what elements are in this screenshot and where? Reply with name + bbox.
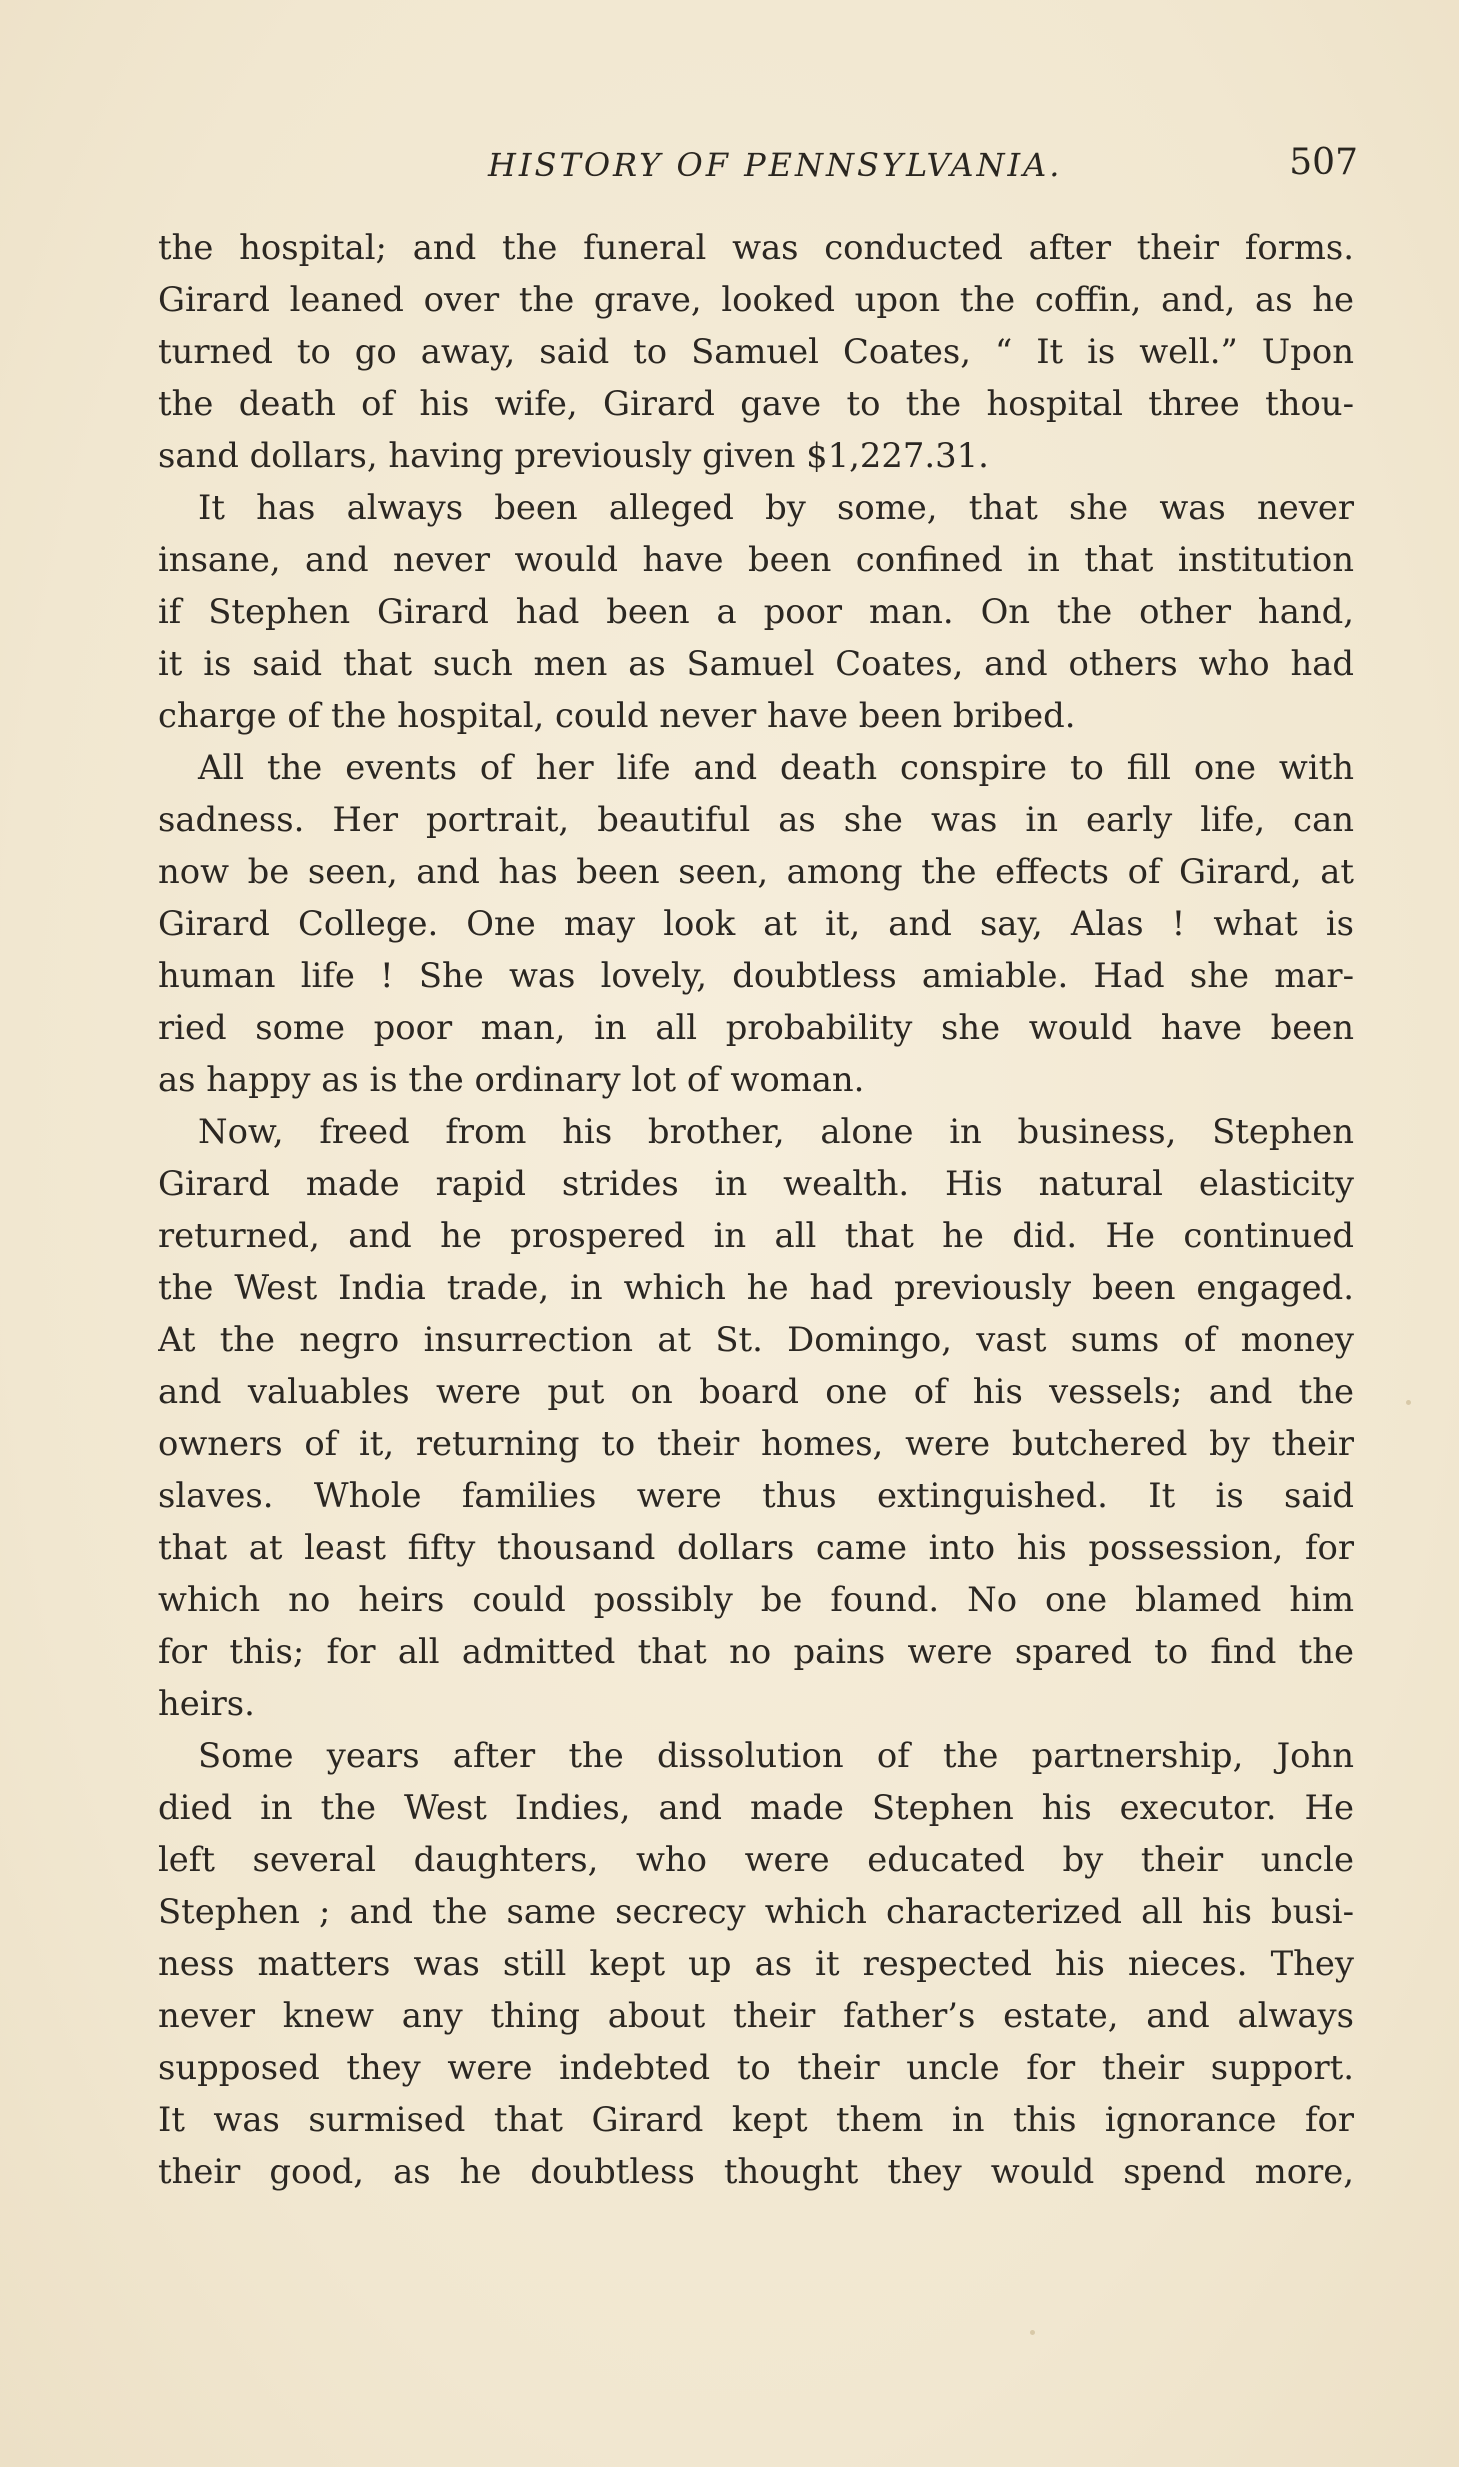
text-line: slaves. Whole families were thus extinguished. It is said [158, 1476, 1354, 1515]
text-line: It has always been alleged by some, that she was never [198, 488, 1354, 527]
text-line: All the events of her life and death conspire to fill one with [198, 748, 1354, 787]
paragraph-4 [158, 1106, 1354, 1730]
text-line: Stephen ; and the same secrecy which characterized all his busi- [158, 1892, 1354, 1931]
text-line: never knew any thing about their father’s estate, and always [158, 1996, 1354, 2035]
body-text [158, 222, 1354, 2198]
text-line: returned, and he prospered in all that he did. He continued [158, 1216, 1354, 1255]
text-line: At the negro insurrection at St. Domingo, vast sums of money [158, 1320, 1354, 1359]
text-line: that at least fifty thousand dollars came into his possession, for [158, 1528, 1354, 1567]
text-line: Girard College. One may look at it, and say, Alas ! what is [158, 904, 1354, 943]
paragraph-3 [158, 742, 1354, 1106]
text-line: the hospital; and the funeral was conducted after their forms. [158, 228, 1354, 267]
text-line: sand dollars, having previously given $1,227.31. [158, 436, 989, 475]
text-line: Now, freed from his brother, alone in business, Stephen [198, 1112, 1354, 1151]
text-line: now be seen, and has been seen, among the effects of Girard, at [158, 852, 1354, 891]
page-header [158, 138, 1358, 194]
paragraph-2 [158, 482, 1354, 742]
text-line: died in the West Indies, and made Stephen his executor. He [158, 1788, 1354, 1827]
text-line: ness matters was still kept up as it respected his nieces. They [158, 1944, 1354, 1983]
text-line: Some years after the dissolution of the partnership, John [198, 1736, 1354, 1775]
paragraph-1 [158, 222, 1354, 482]
text-line: supposed they were indebted to their uncle for their support. [158, 2048, 1354, 2087]
text-line: Girard made rapid strides in wealth. His natural elasticity [158, 1164, 1354, 1203]
text-line: charge of the hospital, could never have been bribed. [158, 696, 1076, 735]
paper-speck [1406, 1400, 1411, 1405]
text-line: the West India trade, in which he had previously been engaged. [158, 1268, 1354, 1307]
running-head: HISTORY OF PENNSYLVANIA. [488, 146, 1063, 184]
text-line: which no heirs could possibly be found. No one blamed him [158, 1580, 1354, 1619]
text-line: owners of it, returning to their homes, were butchered by their [158, 1424, 1354, 1463]
text-line: ried some poor man, in all probability she would have been [158, 1008, 1354, 1047]
text-line: the death of his wife, Girard gave to the hospital three thou- [158, 384, 1354, 423]
text-line: turned to go away, said to Samuel Coates, “ It is well.” Upon [158, 332, 1354, 371]
text-line: for this; for all admitted that no pains were spared to find the [158, 1632, 1354, 1671]
text-line: It was surmised that Girard kept them in this ignorance for [158, 2100, 1354, 2139]
text-line: Girard leaned over the grave, looked upon the coffin, and, as he [158, 280, 1354, 319]
paper-speck [1030, 2330, 1035, 2335]
text-line: left several daughters, who were educated by their uncle [158, 1840, 1354, 1879]
paragraph-5 [158, 1730, 1354, 2198]
text-line: sadness. Her portrait, beautiful as she was in early life, can [158, 800, 1354, 839]
text-line: if Stephen Girard had been a poor man. On the other hand, [158, 592, 1354, 631]
text-line: their good, as he doubtless thought they would spend more, [158, 2152, 1354, 2191]
text-line: it is said that such men as Samuel Coates, and others who had [158, 644, 1354, 683]
text-line: heirs. [158, 1684, 255, 1723]
page-number: 507 [1289, 142, 1358, 183]
text-line: insane, and never would have been confined in that institution [158, 540, 1354, 579]
text-line: as happy as is the ordinary lot of woman. [158, 1060, 865, 1099]
text-line: and valuables were put on board one of his vessels; and the [158, 1372, 1354, 1411]
text-line: human life ! She was lovely, doubtless amiable. Had she mar- [158, 956, 1354, 995]
